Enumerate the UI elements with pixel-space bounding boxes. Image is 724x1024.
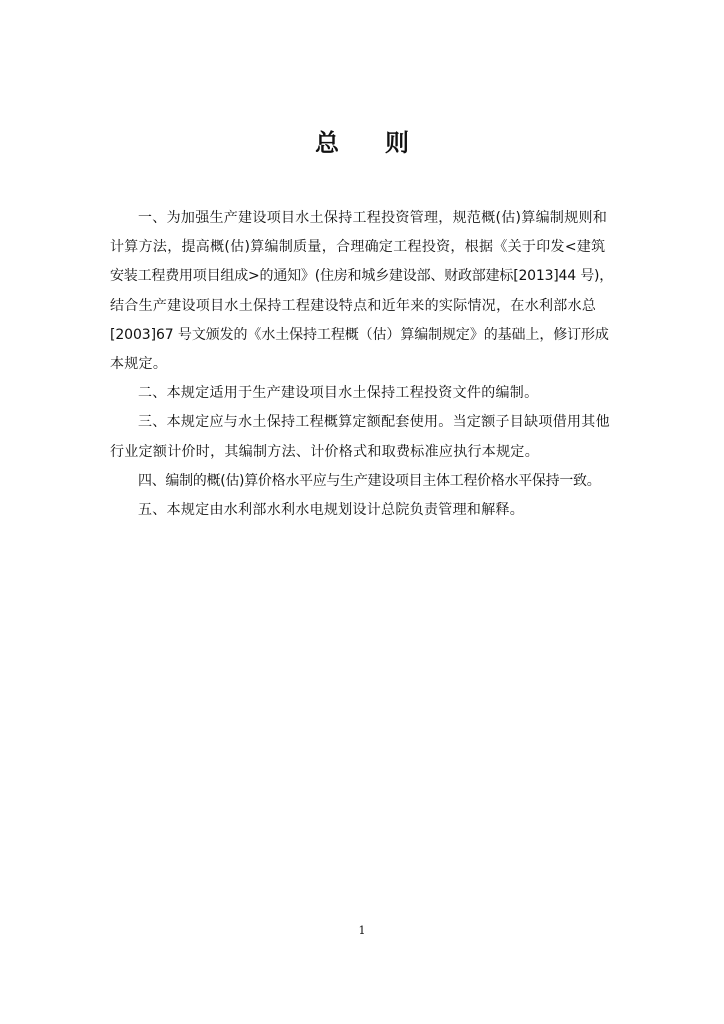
- title-char-2: 则: [385, 129, 409, 157]
- paragraph-5: [110, 496, 622, 525]
- paragraph-line: [2003]67 号文颁发的《水土保持工程概（估）算编制规定》的基础上，修订形成: [110, 326, 609, 343]
- paragraph-1: [110, 204, 622, 379]
- paragraph-line: 行业定额计价时，其编制方法、计价格式和取费标准应执行本规定。: [110, 443, 539, 460]
- paragraph-line: 四、编制的概(估)算价格水平应与生产建设项目主体工程价格水平保持一致。: [138, 472, 601, 489]
- body-text: [110, 204, 622, 525]
- paragraph-line: 本规定。: [110, 356, 168, 373]
- paragraph-line: 一、为加强生产建设项目水土保持工程投资管理，规范概(估)算编制规则和: [138, 210, 608, 226]
- paragraph-line: 结合生产建设项目水土保持工程建设特点和近年来的实际情况，在水利部水总: [110, 297, 597, 314]
- paragraph-line: 计算方法，提高概(估)算编制质量，合理确定工程投资，根据《关于印发<建筑: [110, 239, 606, 256]
- paragraph-4: [110, 467, 622, 496]
- title-char-1: 总: [315, 129, 339, 157]
- page-title: [0, 126, 724, 160]
- paragraph-line: 二、本规定适用于生产建设项目水土保持工程投资文件的编制。: [138, 385, 539, 402]
- paragraph-line: 五、本规定由水利部水利水电规划设计总院负责管理和解释。: [138, 502, 525, 519]
- paragraph-3: [110, 408, 622, 466]
- paragraph-2: [110, 379, 622, 408]
- page-number: 1: [358, 924, 366, 937]
- paragraph-line: 安装工程费用项目组成>的通知》(住房和城乡建设部、财政部建标[2013]44 号)，: [110, 268, 614, 285]
- paragraph-line: 三、本规定应与水土保持工程概算定额配套使用。当定额子目缺项借用其他: [138, 414, 610, 431]
